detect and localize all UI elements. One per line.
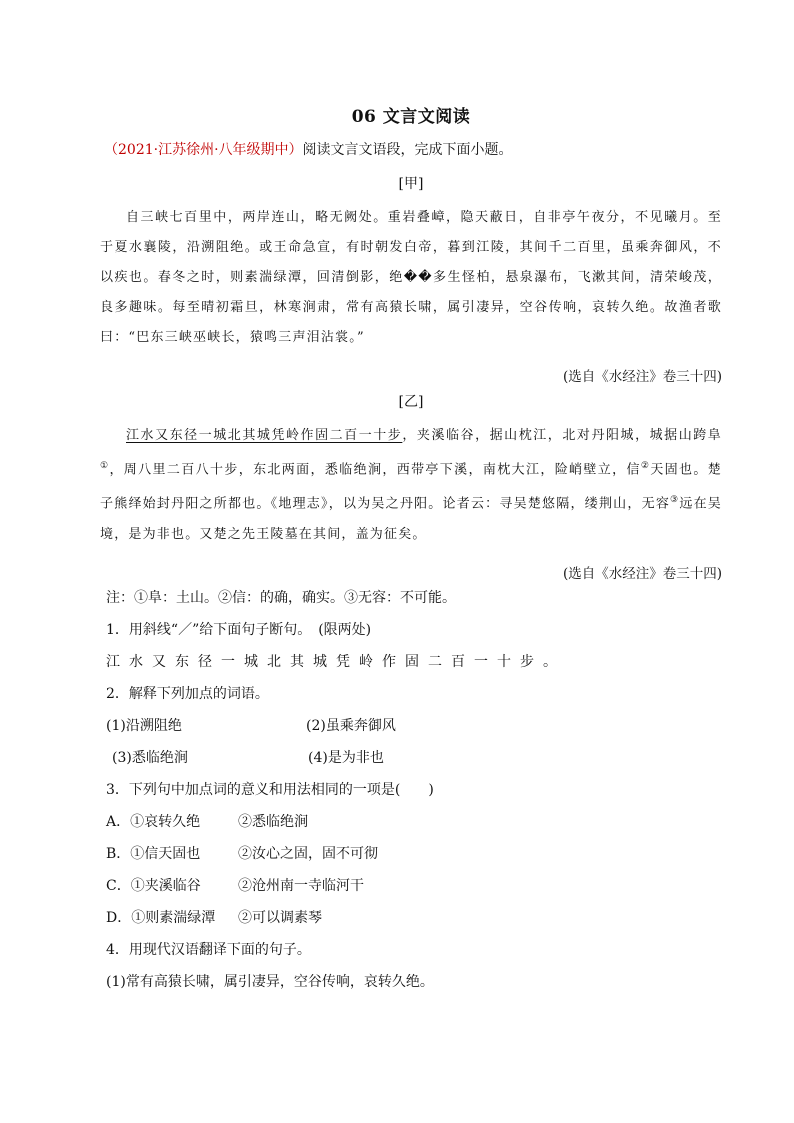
option-c-part-2: ②沧州南一寺临河干 xyxy=(238,877,364,894)
question-2-row-1 xyxy=(100,716,722,736)
page-title: 06 文言文阅读 xyxy=(351,107,471,127)
option-d-part-2: ②可以调素琴 xyxy=(238,909,322,926)
passage-yi-underlined: 江水又东径一城北其城凭岭作固二百一十步 xyxy=(126,428,403,443)
option-c-part-1: C．①夹溪临谷 xyxy=(106,877,201,894)
question-2-item-1: (1)沿溯阻绝 xyxy=(106,717,182,734)
passage-yi-label: [乙] xyxy=(398,394,424,410)
footnote-marker-2: ② xyxy=(640,461,651,471)
question-1-sentence: 江水又东径一城北其城凭岭作固二百一十步。 xyxy=(106,653,566,670)
question-2-row-2 xyxy=(100,748,722,768)
footnote-marker-1: ① xyxy=(100,461,110,471)
passage-yi-attribution: (选自《水经注》卷三十四) xyxy=(562,565,722,582)
passage-jia-attribution: (选自《水经注》卷三十四) xyxy=(562,369,722,385)
question-4-item-1: (1)常有高猿长啸，属引凄异，空谷传响，哀转久绝。 xyxy=(106,973,434,990)
passage-jia-label: [甲] xyxy=(398,176,424,192)
question-intro xyxy=(104,139,722,159)
question-1-prompt: 1．用斜线“／”给下面句子断句。 (限两处) xyxy=(106,621,372,638)
passage-yi-part1: ，夹溪临谷，据山枕江，北对丹阳城，城据山跨阜 xyxy=(402,428,722,443)
passage-yi-part4: 远在吴境，是为非也。又楚之先王陵墓在其间，盖为征矣。 xyxy=(100,496,722,542)
question-2-prompt: 2．解释下列加点的词语。 xyxy=(106,685,269,702)
question-3-option-a xyxy=(100,812,722,832)
footnote-marker-3: ③ xyxy=(670,495,680,506)
question-3-option-b xyxy=(100,844,722,864)
option-a-part-1: A．①哀转久绝 xyxy=(106,813,201,830)
question-2-item-2: (2)虽乘奔御风 xyxy=(306,717,396,734)
passage-yi-text xyxy=(100,421,722,550)
intro-source: （2021·江苏徐州·八年级期中） xyxy=(104,142,303,158)
passage-yi-part3: 天固也。楚子熊绎始封丹阳之所都也。《地理志》，以为吴之丹阳。论者云：寻吴楚悠隔，缕荆山，无容 xyxy=(100,462,722,512)
passage-jia-text: 自三峡七百里中，两岸连山，略无阙处。重岩叠嶂，隐天蔽日，自非亭午夜分，不见曦月。至于夏水襄陵，沿溯阻绝。或王命急宣，有时朝发白帝，暮到江陵，其间千二百里，虽乘奔御风，不以疾也。春冬之时，则素湍绿潭，回清倒影，绝��多生怪柏，悬泉瀑布，飞漱其间，清荣峻茂，良多趣味。每至晴初霜旦，林寒涧肃，常有高猿长啸，属引凄异，空谷传响，哀转久绝。故渔者歌曰：“巴东三峡巫峡长，猿鸣三声泪沾裳。” xyxy=(100,210,722,345)
option-b-part-1: B．①信天固也 xyxy=(106,845,201,862)
option-d-part-1: D．①则素湍绿潭 xyxy=(106,909,216,926)
question-3-option-c xyxy=(100,876,722,896)
annotations: 注：①阜：土山。②信：的确，确实。③无容：不可能。 xyxy=(106,589,456,606)
passage-yi-part2: ，周八里二百八十步，东北两面，悉临绝涧，西带亭下溪，南枕大江，险峭壁立，信 xyxy=(109,462,641,478)
question-2-item-3: (3)悉临绝涧 xyxy=(112,749,188,766)
question-3-option-d xyxy=(100,908,722,928)
question-3-prompt: 3．下列句中加点词的意义和用法相同的一项是( ) xyxy=(106,781,434,798)
question-2-item-4: (4)是为非也 xyxy=(308,749,384,766)
question-4-prompt: 4．用现代汉语翻译下面的句子。 xyxy=(106,941,311,958)
intro-text: 阅读文言文语段，完成下面小题。 xyxy=(302,142,513,158)
option-b-part-2: ②汝心之固，固不可彻 xyxy=(238,845,378,862)
option-a-part-2: ②悉临绝涧 xyxy=(238,813,308,830)
